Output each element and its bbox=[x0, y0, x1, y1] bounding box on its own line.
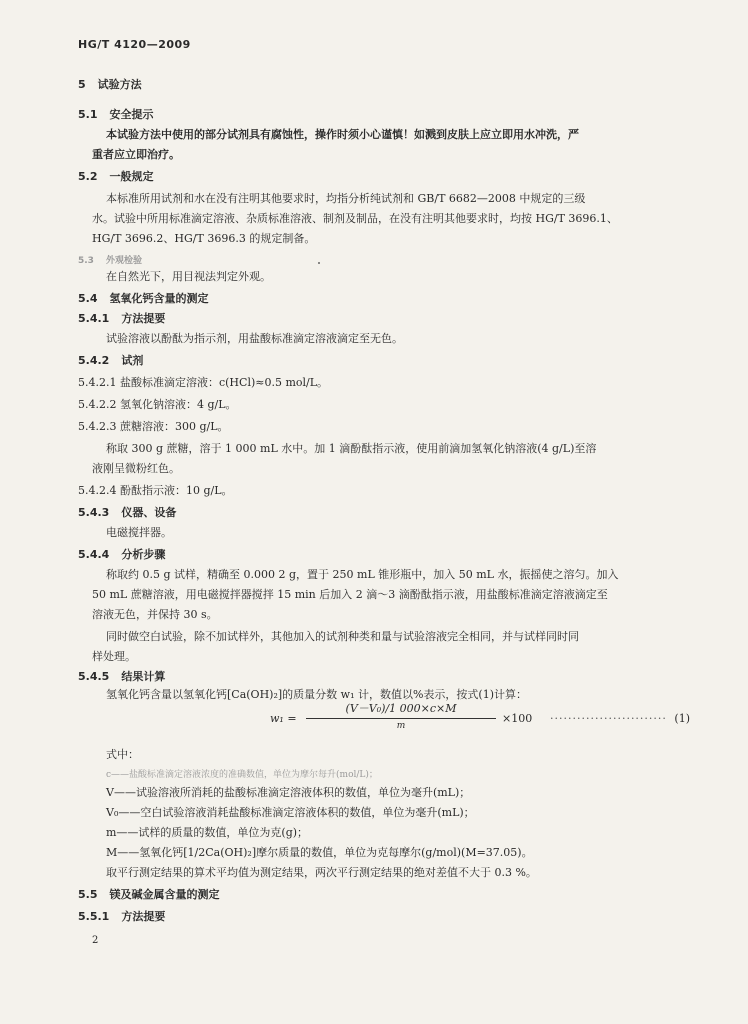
paragraph-line: 水。试验中所用标准滴定溶液、杂质标准溶液、制剂及制品，在没有注明其他要求时，均按 HG/T 3696.1、 bbox=[92, 212, 618, 225]
paragraph-line: HG/T 3696.2、HG/T 3696.3 的规定制备。 bbox=[92, 232, 316, 245]
standard-number: HG/T 4120—2009 bbox=[78, 38, 191, 51]
paragraph-line: 取平行测定结果的算术平均值为测定结果，两次平行测定结果的绝对差值不大于 0.3 %。 bbox=[106, 866, 537, 879]
reagent-item: 5.4.2.2 氢氧化钠溶液：4 g/L。 bbox=[78, 398, 237, 411]
section-heading: 5.4 氢氧化钙含量的测定 bbox=[78, 292, 209, 305]
page-number: 2 bbox=[92, 935, 99, 946]
section-heading: 5.1 安全提示 bbox=[78, 108, 154, 121]
section-heading: 5.4.1 方法提要 bbox=[78, 312, 166, 325]
reagent-item: 5.4.2.1 盐酸标准滴定溶液：c(HCl)≈0.5 mol/L。 bbox=[78, 376, 329, 389]
formula-leader-dots: ·························· bbox=[550, 712, 667, 725]
formula-multiplier: ×100 bbox=[502, 712, 533, 725]
reagent-item: 5.4.2.3 蔗糖溶液：300 g/L。 bbox=[78, 420, 229, 433]
paragraph-line: 氢氧化钙含量以氢氧化钙[Ca(OH)₂]的质量分数 w₁ 计，数值以%表示，按式(1)计算： bbox=[106, 688, 528, 701]
paragraph-line: 50 mL 蔗糖溶液，用电磁搅拌器搅拌 15 min 后加入 2 滴～3 滴酚酞指示液，用盐酸标准滴定溶液滴定至 bbox=[92, 588, 608, 601]
formula-1 bbox=[270, 700, 690, 740]
section-heading: 5 试验方法 bbox=[78, 78, 142, 91]
paragraph-line: 本试验方法中使用的部分试剂具有腐蚀性，操作时须小心谨慎！如溅到皮肤上应立即用水冲洗，严 bbox=[106, 128, 579, 141]
paragraph-line: 溶液无色，并保持 30 s。 bbox=[92, 608, 218, 621]
definition-item: m——试样的质量的数值，单位为克(g)； bbox=[106, 826, 309, 839]
formula-fraction bbox=[306, 700, 496, 731]
reagent-item: 5.4.2.4 酚酞指示液：10 g/L。 bbox=[78, 484, 233, 497]
paragraph-line: 在自然光下，用目视法判定外观。 bbox=[106, 270, 271, 283]
scan-speck bbox=[318, 262, 320, 264]
paragraph-line: 液刚呈微粉红色。 bbox=[92, 462, 180, 475]
paragraph-line: 试验溶液以酚酞为指示剂，用盐酸标准滴定溶液滴定至无色。 bbox=[106, 332, 403, 345]
section-heading: 5.5 镁及碱金属含量的测定 bbox=[78, 888, 220, 901]
section-heading: 5.4.5 结果计算 bbox=[78, 670, 166, 683]
section-heading: 5.4.3 仪器、设备 bbox=[78, 506, 177, 519]
formula-denominator: m bbox=[396, 721, 406, 731]
paragraph-line: 式中： bbox=[106, 748, 139, 761]
paragraph-line: 称取 300 g 蔗糖，溶于 1 000 mL 水中。加 1 滴酚酞指示液，使用前滴加氢氧化钠溶液(4 g/L)至溶 bbox=[106, 442, 597, 455]
definition-item: V₀——空白试验溶液消耗盐酸标准滴定溶液体积的数值，单位为毫升(mL)； bbox=[106, 806, 475, 819]
paragraph-line: 电磁搅拌器。 bbox=[106, 526, 172, 539]
section-heading: 5.3 外观检验 bbox=[78, 256, 142, 266]
definition-item: V——试验溶液所消耗的盐酸标准滴定溶液体积的数值，单位为毫升(mL)； bbox=[106, 786, 471, 799]
paragraph-line: 称取约 0.5 g 试样，精确至 0.000 2 g，置于 250 mL 锥形瓶中，加入 50 mL 水，振摇使之溶匀。加入 bbox=[106, 568, 619, 581]
definition-item: M——氢氧化钙[1/2Ca(OH)₂]摩尔质量的数值，单位为克每摩尔(g/mol)(M=37.05)。 bbox=[106, 846, 533, 859]
section-heading: 5.5.1 方法提要 bbox=[78, 910, 166, 923]
definition-item: c——盐酸标准滴定溶液浓度的准确数值，单位为摩尔每升(mol/L)； bbox=[106, 770, 378, 780]
equation-number: (1) bbox=[674, 712, 690, 725]
formula-numerator: (V－V₀)/1 000×c×M bbox=[345, 702, 457, 715]
section-heading: 5.4.4 分析步骤 bbox=[78, 548, 166, 561]
paragraph-line: 本标准所用试剂和水在没有注明其他要求时，均指分析纯试剂和 GB/T 6682—2008 中规定的三级 bbox=[106, 192, 586, 205]
paragraph-line: 样处理。 bbox=[92, 650, 136, 663]
section-heading: 5.4.2 试剂 bbox=[78, 354, 144, 367]
paragraph-line: 同时做空白试验，除不加试样外，其他加入的试剂种类和量与试验溶液完全相同，并与试样同时同 bbox=[106, 630, 579, 643]
paragraph-line: 重者应立即治疗。 bbox=[92, 148, 180, 161]
section-heading: 5.2 一般规定 bbox=[78, 170, 154, 183]
formula-lhs: w₁ = bbox=[270, 712, 297, 725]
